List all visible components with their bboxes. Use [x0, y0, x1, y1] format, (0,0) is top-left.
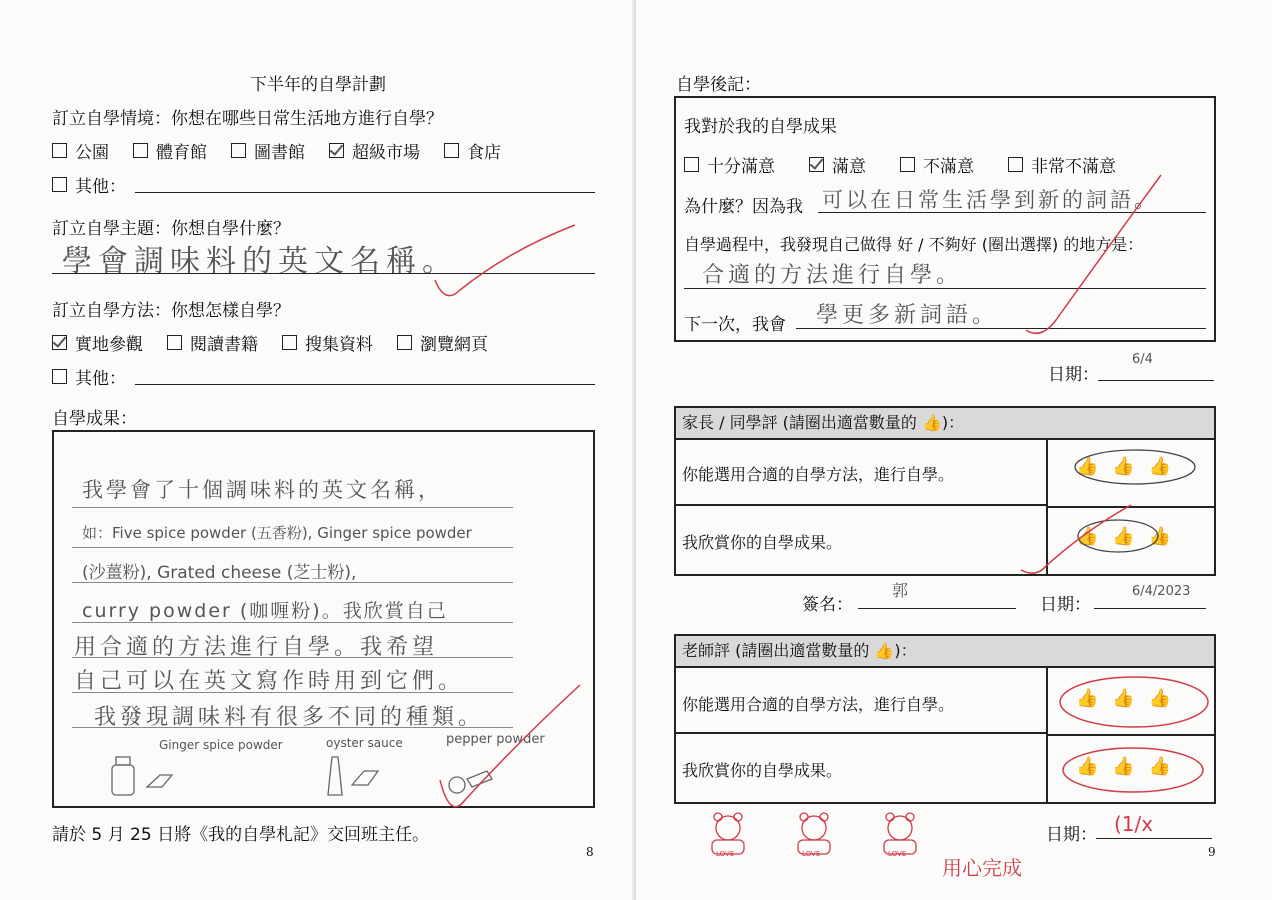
q1-other[interactable]: 其他： — [52, 172, 126, 197]
satisfaction-option[interactable]: 十分滿意 — [684, 152, 775, 177]
teacher-date-value: (1/x — [1114, 812, 1154, 836]
q1-option[interactable]: 圖書館 — [231, 138, 305, 163]
satisfaction-option[interactable]: 非常不滿意 — [1008, 152, 1116, 177]
right-page — [636, 0, 1272, 900]
stamp-row — [700, 806, 928, 862]
thumbs-up-icon[interactable]: 👍 — [1112, 756, 1135, 777]
parent-date-label: 日期： — [1040, 595, 1091, 615]
checkbox-icon[interactable] — [282, 335, 297, 350]
teacher-tick-mark — [430, 680, 590, 830]
bear-stamp-icon: LOVE — [700, 806, 756, 862]
signature-label: 簽名： — [802, 595, 853, 615]
process-label: 自學過程中，我發現自己做得 好 / 不夠好 (圈出選擇) 的地方是： — [684, 235, 1144, 254]
teacher-rating-header: 老師評 (請圈出適當數量的 👍)： — [676, 636, 1214, 668]
result-line: 如：Five spice powder (五香粉), Ginger spice powder — [82, 524, 472, 542]
q3-options — [52, 330, 488, 355]
thumbs-up-icon[interactable]: 👍 — [1148, 688, 1172, 709]
q3-option[interactable]: 瀏覽網頁 — [397, 330, 488, 355]
plan-title: 下半年的自學計劃 — [250, 75, 386, 95]
process-answer: 合適的方法進行自學。 — [702, 263, 963, 288]
checkbox-icon[interactable] — [397, 335, 412, 350]
teacher-comment: 用心完成 — [942, 856, 1022, 880]
checkbox-icon[interactable] — [167, 335, 182, 350]
result-line: curry powder (咖喱粉)。我欣賞自己 — [82, 600, 448, 622]
q3-option-field-visit[interactable]: 實地參觀 — [52, 330, 143, 355]
signature-value: 郭 — [892, 581, 909, 600]
parent-rating-criterion: 我欣賞你的自學成果。 — [682, 533, 843, 552]
result-line: 用合適的方法進行自學。我希望 — [74, 635, 439, 660]
sketch-label: oyster sauce — [326, 736, 403, 750]
reflection-heading: 自學後記： — [676, 75, 761, 95]
parent-rating-criterion: 你能選用合適的自學方法，進行自學。 — [682, 465, 955, 484]
q3-question: 訂立自學方法：你想怎樣自學？ — [52, 301, 290, 321]
thumbs-up-icon[interactable]: 👍 — [1076, 526, 1099, 547]
result-heading: 自學成果： — [52, 409, 137, 429]
q3-option[interactable]: 閱讀書籍 — [167, 330, 258, 355]
checkbox-icon[interactable] — [329, 143, 344, 158]
why-answer: 可以在日常生活學到新的詞語。 — [822, 188, 1158, 212]
checkbox-icon[interactable] — [900, 157, 915, 172]
thumbs-up-icon[interactable]: 👍 — [1112, 688, 1135, 709]
q1-option-supermarket[interactable]: 超級市場 — [329, 138, 420, 163]
submission-footer: 請於 5 月 25 日將《我的自學札記》交回班主任。 — [52, 825, 430, 845]
thumbs-up-icon[interactable]: 👍 — [1076, 756, 1099, 777]
q3-option[interactable]: 搜集資料 — [282, 330, 373, 355]
result-line: (沙薑粉), Grated cheese (芝士粉), — [82, 563, 357, 583]
reflection-date-label: 日期： — [1048, 365, 1099, 385]
teacher-rating-box — [674, 634, 1216, 804]
result-line: 自己可以在英文寫作時用到它們。 — [74, 669, 465, 694]
q1-option[interactable]: 食店 — [444, 138, 501, 163]
checkbox-icon[interactable] — [809, 157, 824, 172]
satisfaction-option-satisfied[interactable]: 滿意 — [809, 152, 866, 177]
teacher-rating-criterion: 我欣賞你的自學成果。 — [682, 761, 843, 780]
checkbox-icon[interactable] — [444, 143, 459, 158]
page-number: 9 — [1208, 845, 1216, 859]
q3-other[interactable]: 其他： — [52, 364, 126, 389]
teacher-tick-mark — [1016, 500, 1136, 580]
sketch-label: pepper powder — [446, 732, 545, 747]
teacher-tick-mark — [430, 220, 580, 310]
checkbox-icon[interactable] — [52, 335, 67, 350]
answer-line — [135, 192, 595, 193]
parent-date-value: 6/4/2023 — [1132, 584, 1191, 599]
checkbox-icon[interactable] — [684, 157, 699, 172]
teacher-date-label: 日期： — [1046, 825, 1097, 845]
checkbox-icon[interactable] — [52, 369, 67, 384]
thumbs-up-icon[interactable]: 👍 — [1076, 456, 1099, 477]
bear-stamp-icon: LOVE — [872, 806, 928, 862]
q2-answer: 學會調味料的英文名稱。 — [62, 244, 458, 279]
red-circle-mark — [1056, 672, 1212, 732]
red-circle-mark — [1058, 742, 1208, 798]
q1-question: 訂立自學情境：你想在哪些日常生活地方進行自學？ — [52, 109, 443, 129]
bear-stamp-icon: LOVE — [786, 806, 842, 862]
q1-option[interactable]: 公園 — [52, 138, 109, 163]
checkbox-icon[interactable] — [133, 143, 148, 158]
teacher-tick-mark — [986, 170, 1166, 340]
next-label: 下一次，我會 — [684, 315, 786, 335]
q1-options — [52, 138, 501, 163]
checkbox-icon[interactable] — [231, 143, 246, 158]
thumbs-up-icon[interactable]: 👍 — [1076, 688, 1099, 709]
next-answer: 學更多新詞語。 — [816, 303, 999, 328]
teacher-rating-criterion: 你能選用合適的自學方法，進行自學。 — [682, 695, 955, 714]
q2-question: 訂立自學主題：你想自學什麼？ — [52, 219, 290, 239]
page-number: 8 — [586, 845, 594, 859]
reflection-date-value: 6/4 — [1132, 352, 1153, 367]
parent-rating-header: 家長 / 同學評 (請圈出適當數量的 👍)： — [676, 408, 1214, 440]
circle-mark — [1072, 446, 1198, 488]
why-label: 為什麼？因為我 — [684, 197, 803, 217]
checkbox-icon[interactable] — [52, 143, 67, 158]
satisfaction-question: 我對於我的自學成果 — [684, 117, 837, 137]
thumbs-up-icon[interactable]: 👍 — [1112, 526, 1135, 547]
thumbs-up-icon[interactable]: 👍 — [1112, 456, 1135, 477]
thumbs-up-icon[interactable]: 👍 — [1148, 526, 1172, 547]
checkbox-icon[interactable] — [52, 177, 67, 192]
result-line: 我學會了十個調味料的英文名稱， — [82, 478, 442, 502]
result-line: 我發現調味料有很多不同的種類。 — [94, 705, 485, 730]
sketch-label: Ginger spice powder — [159, 738, 283, 752]
q1-option[interactable]: 體育館 — [133, 138, 207, 163]
satisfaction-option[interactable]: 不滿意 — [900, 152, 974, 177]
thumbs-up-icon[interactable]: 👍 — [1148, 456, 1172, 477]
thumbs-up-icon[interactable]: 👍 — [1148, 756, 1172, 777]
answer-line — [135, 384, 595, 385]
